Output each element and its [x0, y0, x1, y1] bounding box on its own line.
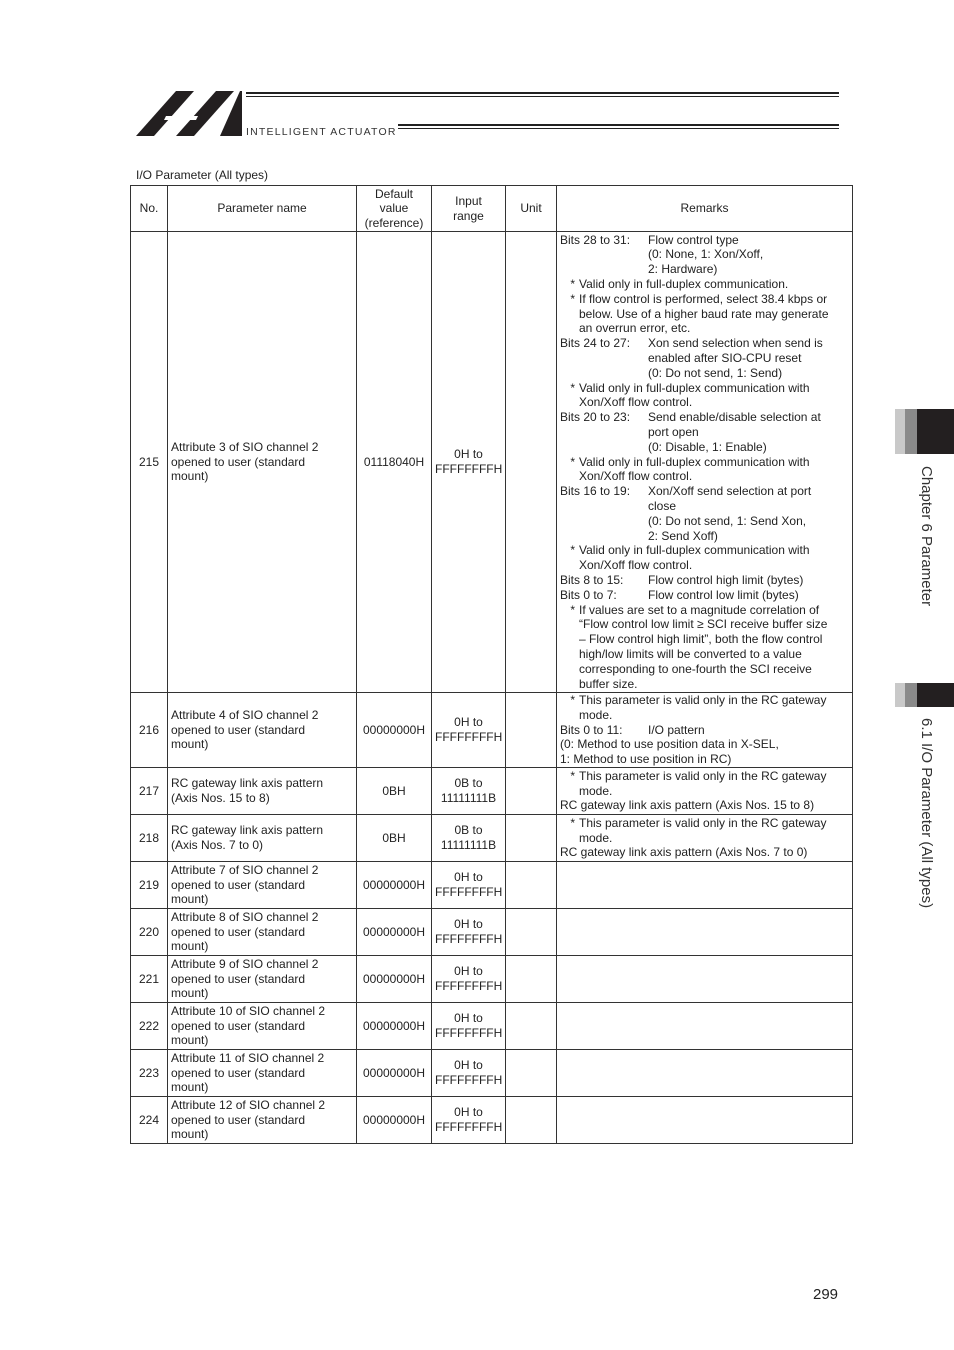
note-line: Valid only in full-duplex communication with [579, 454, 810, 469]
name-line: (Axis Nos. 15 to 8) [171, 791, 270, 805]
range-line: FFFFFFFFH [435, 1073, 503, 1087]
bit-range-value: Flow control type [648, 232, 739, 247]
cell-unit [506, 909, 557, 956]
cell-unit [506, 815, 557, 862]
cell-parameter-name [168, 1097, 357, 1144]
name-line: Attribute 9 of SIO channel 2 [171, 956, 319, 971]
header-unit: Unit [506, 186, 557, 232]
range-line: FFFFFFFFH [435, 1026, 503, 1040]
remark-note [560, 543, 849, 573]
range-line: 0H to [454, 964, 483, 979]
bit-range-label: Bits 24 to 27: [560, 336, 631, 351]
range-line: 0H to [454, 447, 483, 462]
note-line: Xon/Xoff flow control. [579, 395, 693, 410]
remark-indented-line: 2: Hardware) [648, 262, 718, 277]
remark-bit-line [560, 723, 849, 738]
table-row [131, 956, 853, 1003]
remark-bit-line [560, 336, 849, 351]
remark-line: RC gateway link axis pattern (Axis Nos. 7 to 0) [560, 845, 808, 860]
cell-input-range [432, 1050, 506, 1097]
table-header-row [131, 186, 853, 232]
cell-no: 220 [131, 909, 168, 956]
name-line: mount) [171, 892, 209, 907]
cell-parameter-name [168, 909, 357, 956]
header-range-line-2: range [453, 208, 484, 223]
cell-remarks [557, 1097, 853, 1144]
cell-no: 222 [131, 1003, 168, 1050]
cell-no: 216 [131, 693, 168, 768]
cell-input-range [432, 1003, 506, 1050]
cell-remarks [557, 768, 853, 815]
cell-unit [506, 232, 557, 693]
remark-note [560, 277, 849, 292]
cell-input-range [432, 232, 506, 693]
chapter-tab-dark [917, 409, 954, 454]
remark-note [560, 769, 849, 799]
range-line: 0H to [454, 715, 483, 730]
note-text [579, 816, 849, 846]
cell-unit [506, 956, 557, 1003]
table-body [131, 232, 853, 1144]
header-default-line-2: value [379, 201, 409, 216]
table-row [131, 693, 853, 768]
remark-indented-line: (0: None, 1: Xon/Xoff, [648, 247, 764, 262]
range-line: FFFFFFFFH [435, 885, 503, 899]
name-line: mount) [171, 1127, 209, 1142]
bit-range-label: Bits 16 to 19: [560, 484, 631, 499]
cell-unit [506, 1097, 557, 1144]
header-parameter-name: Parameter name [168, 186, 357, 232]
note-line: mode. [579, 707, 613, 722]
name-line: Attribute 7 of SIO channel 2 [171, 862, 319, 877]
cell-unit [506, 1003, 557, 1050]
note-line: If values are set to a magnitude correlation of [579, 602, 820, 617]
cell-unit [506, 693, 557, 768]
range-line: FFFFFFFFH [435, 1120, 503, 1134]
note-asterisk: * [570, 291, 575, 306]
cell-default-value: 00000000H [357, 1003, 432, 1050]
cell-default-value: 00000000H [357, 862, 432, 909]
cell-parameter-name [168, 693, 357, 768]
header-rule-bottom-1 [398, 124, 839, 126]
cell-default-value: 00000000H [357, 909, 432, 956]
remark-indented-line: (0: Do not send, 1: Send Xon, [648, 513, 807, 528]
range-line: 0H to [454, 870, 483, 885]
name-line: mount) [171, 1033, 209, 1048]
cell-remarks [557, 956, 853, 1003]
table-row [131, 1003, 853, 1050]
page-number: 299 [813, 1286, 839, 1303]
name-line: Attribute 10 of SIO channel 2 [171, 1003, 326, 1018]
remark-note [560, 603, 849, 692]
remark-line: (0: Method to use position data in X-SEL, [560, 737, 779, 752]
note-line: This parameter is valid only in the RC gateway [579, 693, 827, 707]
note-line: corresponding to one-fourth the SCI receive [579, 661, 812, 676]
cell-unit [506, 862, 557, 909]
cell-remarks [557, 909, 853, 956]
header-rule-top-1 [246, 92, 839, 94]
cell-remarks [557, 693, 853, 768]
name-line: mount) [171, 986, 209, 1001]
range-line: FFFFFFFFH [435, 462, 503, 476]
chapter-tab-light [895, 409, 905, 454]
remark-bit-line [560, 484, 849, 499]
range-line: FFFFFFFFH [435, 730, 503, 744]
range-line: 0H to [454, 1058, 483, 1073]
note-line: Valid only in full-duplex communication with [579, 380, 810, 395]
cell-input-range [432, 862, 506, 909]
name-line: Attribute 12 of SIO channel 2 [171, 1097, 326, 1112]
cell-parameter-name [168, 768, 357, 815]
cell-parameter-name [168, 862, 357, 909]
name-line: Attribute 4 of SIO channel 2 [171, 707, 319, 722]
range-line: 0B to [454, 823, 483, 838]
note-text [579, 292, 849, 336]
note-asterisk: * [570, 380, 575, 395]
note-line: Xon/Xoff flow control. [579, 469, 693, 484]
cell-default-value: 0BH [357, 768, 432, 815]
note-line: mode. [579, 783, 613, 798]
name-line: opened to user (standard [171, 722, 306, 737]
note-line: – Flow control high limit”, both the flow control [579, 632, 823, 647]
note-line: Valid only in full-duplex communication. [579, 277, 789, 292]
remark-indented-line: close [648, 498, 677, 513]
bit-range-label: Bits 20 to 23: [560, 410, 631, 425]
header-default-line-1: Default [374, 186, 414, 201]
bit-range-value: Flow control high limit (bytes) [648, 572, 804, 587]
remark-indented-line: enabled after SIO-CPU reset [648, 351, 802, 366]
note-line: This parameter is valid only in the RC gateway [579, 768, 827, 783]
table-row [131, 1050, 853, 1097]
cell-input-range [432, 768, 506, 815]
chapter-side-label: Chapter 6 Parameter [918, 466, 935, 607]
cell-no: 217 [131, 768, 168, 815]
section-tab-mid [905, 683, 917, 707]
cell-default-value: 00000000H [357, 1097, 432, 1144]
remark-line: RC gateway link axis pattern (Axis Nos. 15 to 8) [560, 798, 815, 813]
bit-range-label: Bits 8 to 15: [560, 572, 624, 587]
bit-range-value: Flow control low limit (bytes) [648, 587, 799, 602]
header-rule-top-2 [246, 96, 839, 97]
cell-no: 218 [131, 815, 168, 862]
note-line: high/low limits will be converted to a value [579, 646, 802, 661]
cell-unit [506, 768, 557, 815]
section-side-label: 6.1 I/O Parameter (All types) [918, 718, 935, 909]
note-text [579, 455, 849, 485]
section-title: I/O Parameter (All types) [136, 168, 269, 182]
remark-bit-line [560, 410, 849, 425]
bit-range-value: Send enable/disable selection at [648, 410, 821, 425]
name-line: RC gateway link axis pattern [171, 823, 324, 838]
note-line: an overrun error, etc. [579, 321, 691, 336]
cell-input-range [432, 815, 506, 862]
note-line: If flow control is performed, select 38.4 kbps or [579, 291, 828, 306]
cell-default-value: 00000000H [357, 1050, 432, 1097]
table-row [131, 768, 853, 815]
cell-no: 224 [131, 1097, 168, 1144]
section-tab-dark [917, 683, 954, 707]
name-line: opened to user (standard [171, 1112, 306, 1127]
brand-name: INTELLIGENT ACTUATOR [246, 126, 397, 138]
remark-note [560, 292, 849, 336]
note-asterisk: * [570, 277, 575, 292]
cell-input-range [432, 909, 506, 956]
note-line: Xon/Xoff flow control. [579, 558, 693, 573]
name-line: opened to user (standard [171, 1018, 306, 1033]
range-line: 11111111B [440, 838, 497, 852]
remark-note [560, 693, 849, 723]
note-line: Valid only in full-duplex communication with [579, 543, 810, 558]
note-line: “Flow control low limit ≥ SCI receive buffer size [579, 617, 828, 632]
cell-input-range [432, 1097, 506, 1144]
range-line: 0H to [454, 917, 483, 932]
remark-indented-line: (0: Do not send, 1: Send) [648, 365, 783, 380]
cell-default-value: 00000000H [357, 693, 432, 768]
table-row [131, 909, 853, 956]
section-tab-light [895, 683, 905, 707]
note-text [579, 277, 849, 292]
header-no: No. [131, 186, 168, 232]
note-line: below. Use of a higher baud rate may generate [579, 306, 829, 321]
name-line: Attribute 3 of SIO channel 2 [171, 439, 319, 454]
range-line: 0B to [454, 776, 483, 791]
note-text [579, 693, 849, 723]
note-text [579, 769, 849, 799]
cell-remarks [557, 1050, 853, 1097]
name-line: mount) [171, 1080, 209, 1095]
remark-bit-line [560, 588, 849, 603]
chapter-tab-mid [905, 409, 917, 454]
table-row [131, 232, 853, 693]
bit-range-value: Xon/Xoff send selection at port [648, 484, 812, 499]
note-asterisk: * [570, 693, 575, 707]
cell-input-range [432, 956, 506, 1003]
note-asterisk: * [570, 602, 575, 617]
header-input-range [432, 186, 506, 232]
name-line: mount) [171, 737, 209, 752]
iai-logo [136, 90, 244, 136]
cell-remarks [557, 1003, 853, 1050]
note-asterisk: * [570, 768, 575, 783]
note-text [579, 381, 849, 411]
header-remarks: Remarks [557, 186, 853, 232]
io-parameter-table [130, 185, 853, 1144]
name-line: Attribute 8 of SIO channel 2 [171, 909, 319, 924]
cell-remarks [557, 862, 853, 909]
cell-unit [506, 1050, 557, 1097]
note-text [579, 543, 849, 573]
cell-input-range [432, 693, 506, 768]
name-line: opened to user (standard [171, 924, 306, 939]
bit-range-label: Bits 0 to 11: [560, 722, 623, 737]
note-asterisk: * [570, 815, 575, 830]
header-rule-bottom-2 [398, 128, 839, 129]
bit-range-value: I/O pattern [648, 722, 705, 737]
cell-no: 219 [131, 862, 168, 909]
cell-remarks [557, 815, 853, 862]
remark-note [560, 381, 849, 411]
note-line: This parameter is valid only in the RC gateway [579, 815, 827, 830]
cell-default-value: 01118040H [357, 232, 432, 693]
remark-indented-line: (0: Disable, 1: Enable) [648, 439, 767, 454]
cell-parameter-name [168, 1050, 357, 1097]
cell-parameter-name [168, 1003, 357, 1050]
remark-line: 1: Method to use position in RC) [560, 752, 732, 767]
note-text [579, 603, 849, 692]
cell-no: 221 [131, 956, 168, 1003]
bit-range-value: Xon send selection when send is [648, 336, 823, 351]
remark-note [560, 816, 849, 846]
header-default-line-3: (reference) [364, 215, 424, 230]
remark-indented-line: 2: Send Xoff) [648, 528, 718, 543]
header-default-value [357, 186, 432, 232]
note-line: buffer size. [579, 676, 638, 691]
cell-remarks [557, 232, 853, 693]
table-row [131, 815, 853, 862]
name-line: RC gateway link axis pattern [171, 776, 324, 791]
remark-bit-line [560, 573, 849, 588]
note-line: mode. [579, 830, 613, 845]
header-range-line-1: Input [455, 193, 482, 208]
cell-no: 223 [131, 1050, 168, 1097]
name-line: opened to user (standard [171, 971, 306, 986]
cell-default-value: 0BH [357, 815, 432, 862]
range-line: FFFFFFFFH [435, 932, 503, 946]
name-line: opened to user (standard [171, 1065, 306, 1080]
cell-parameter-name [168, 956, 357, 1003]
remark-indented-line: port open [648, 425, 699, 439]
name-line: mount) [171, 939, 209, 954]
range-line: 0H to [454, 1011, 483, 1026]
name-line: mount) [171, 469, 209, 484]
bit-range-label: Bits 28 to 31: [560, 232, 631, 247]
table-row [131, 1097, 853, 1144]
note-asterisk: * [570, 543, 575, 558]
remark-bit-line [560, 233, 849, 248]
range-line: FFFFFFFFH [435, 979, 503, 993]
cell-default-value: 00000000H [357, 956, 432, 1003]
name-line: opened to user (standard [171, 877, 306, 892]
bit-range-label: Bits 0 to 7: [560, 587, 617, 602]
cell-parameter-name [168, 815, 357, 862]
cell-no: 215 [131, 232, 168, 693]
name-line: Attribute 11 of SIO channel 2 [171, 1050, 325, 1065]
note-asterisk: * [570, 454, 575, 469]
cell-parameter-name [168, 232, 357, 693]
table-row [131, 862, 853, 909]
name-line: opened to user (standard [171, 454, 306, 469]
name-line: (Axis Nos. 7 to 0) [171, 838, 264, 852]
range-line: 0H to [454, 1105, 483, 1120]
range-line: 11111111B [440, 791, 497, 805]
remark-note [560, 455, 849, 485]
